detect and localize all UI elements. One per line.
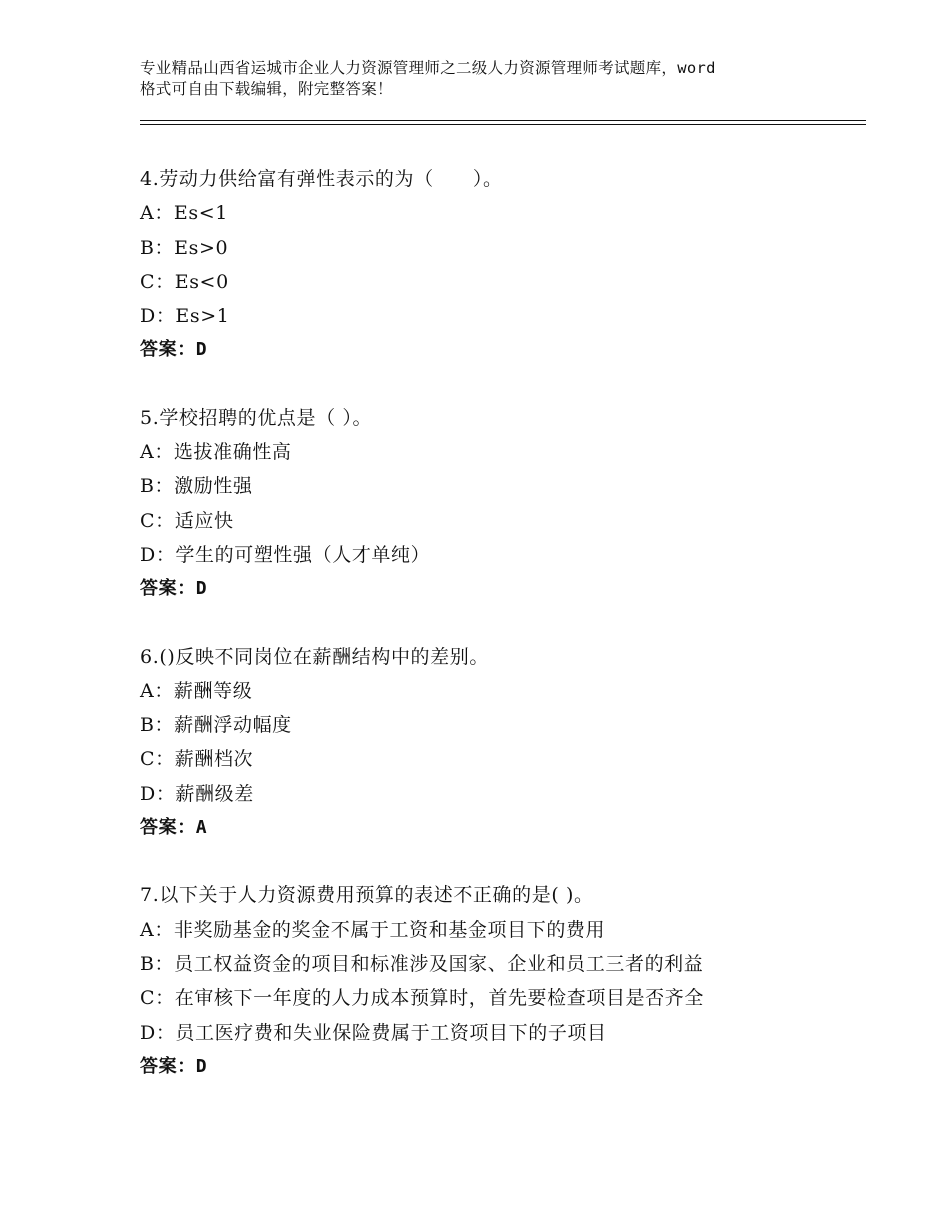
question-stem: 6.()反映不同岗位在薪酬结构中的差别。 [140, 645, 489, 668]
question-6 [140, 640, 880, 846]
answer-label: 答案：D [140, 578, 208, 600]
option-d: D：员工医疗费和失业保险费属于工资项目下的子项目 [140, 1021, 607, 1044]
question-7 [140, 878, 880, 1084]
header-title-line-2: 格式可自由下载编辑，附完整答案！ [140, 80, 393, 98]
option-d: D：Es>1 [140, 305, 230, 328]
document-header [140, 58, 830, 100]
question-stem: 5.学校招聘的优点是（ ）。 [140, 406, 373, 429]
option-c: C：薪酬档次 [140, 748, 254, 771]
option-b: B：员工权益资金的项目和标准涉及国家、企业和员工三者的利益 [140, 952, 704, 975]
option-a: A：薪酬等级 [140, 679, 253, 702]
option-c: C：Es<0 [140, 270, 229, 293]
option-b: B：激励性强 [140, 475, 253, 498]
option-b: B：薪酬浮动幅度 [140, 714, 292, 737]
header-divider-top [140, 120, 866, 121]
option-a: A：选拔准确性高 [140, 441, 292, 464]
answer-label: 答案：D [140, 339, 208, 361]
option-d: D：薪酬级差 [140, 782, 254, 805]
option-b: B：Es>0 [140, 236, 229, 259]
option-a: A：Es<1 [140, 202, 228, 225]
question-5 [140, 401, 880, 607]
header-divider-bottom [140, 124, 866, 125]
option-c: C：适应快 [140, 509, 234, 532]
question-stem: 4.劳动力供给富有弹性表示的为（ ）。 [140, 168, 503, 190]
answer-label: 答案：A [140, 817, 208, 839]
answer-label: 答案：D [140, 1055, 208, 1077]
option-a: A：非奖励基金的奖金不属于工资和基金项目下的费用 [140, 918, 606, 941]
question-list [140, 162, 880, 1117]
option-c: C：在审核下一年度的人力成本预算时，首先要检查项目是否齐全 [140, 987, 704, 1010]
question-stem: 7.以下关于人力资源费用预算的表述不正确的是( )。 [140, 884, 594, 907]
question-4 [140, 162, 880, 368]
option-d: D：学生的可塑性强（人才单纯） [140, 543, 431, 566]
header-title-line-1: 专业精品山西省运城市企业人力资源管理师之二级人力资源管理师考试题库，word [140, 59, 716, 77]
